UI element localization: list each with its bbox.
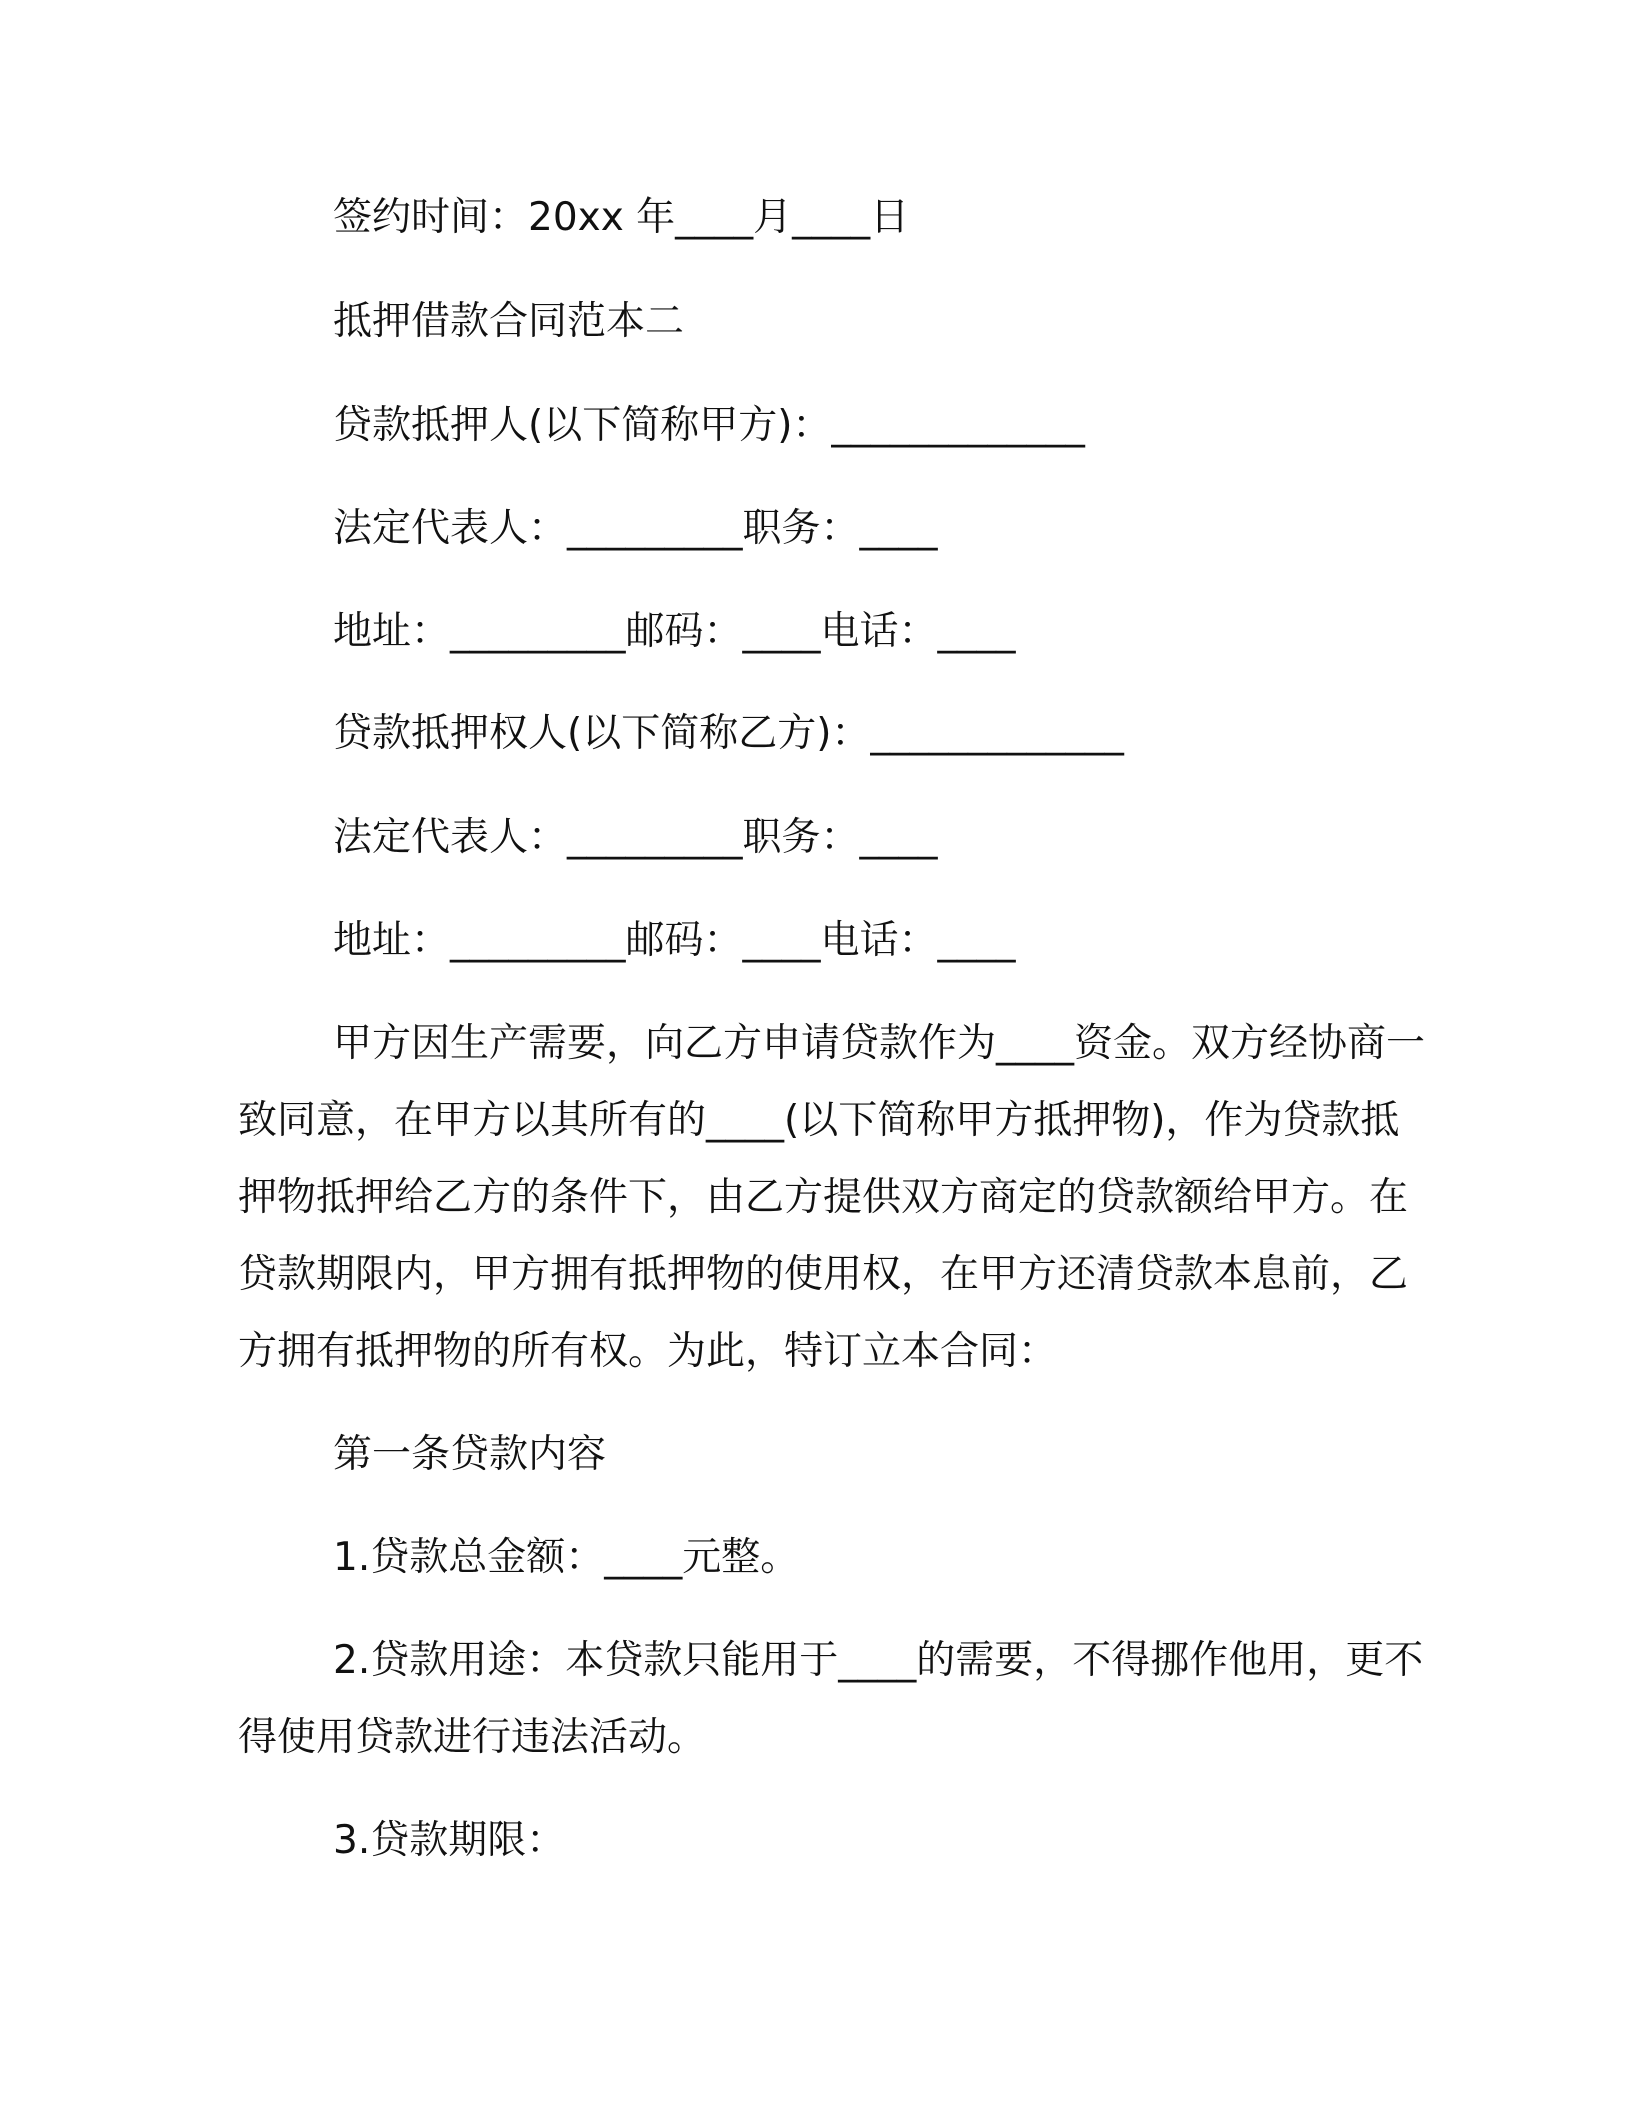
contract-title: 抵押借款合同范本二 <box>333 299 685 344</box>
party-b-representative-line: 法定代表人：_________职务：____ <box>333 815 938 860</box>
preamble-line-3: 押物抵押给乙方的条件下，由乙方提供双方商定的贷款额给甲方。在 <box>238 1175 1409 1220</box>
party-b-address-line: 地址：_________邮码：____电话：____ <box>333 918 1016 963</box>
party-a-name-line: 贷款抵押人(以下简称甲方)：_____________ <box>333 403 1085 448</box>
party-a-address-line: 地址：_________邮码：____电话：____ <box>333 609 1016 654</box>
preamble-line-5: 方拥有抵押物的所有权。为此，特订立本合同： <box>238 1329 1058 1374</box>
party-a-representative-line: 法定代表人：_________职务：____ <box>333 506 938 551</box>
signing-date-line: 签约时间：20xx 年____月____日 <box>333 195 910 240</box>
article-1-heading: 第一条贷款内容 <box>333 1432 607 1477</box>
loan-amount-line: 1.贷款总金额：____元整。 <box>333 1535 800 1580</box>
preamble-line-4: 贷款期限内，甲方拥有抵押物的使用权，在甲方还清贷款本息前，乙 <box>238 1252 1409 1297</box>
preamble-line-2: 致同意，在甲方以其所有的____(以下简称甲方抵押物)，作为贷款抵 <box>238 1098 1400 1143</box>
loan-purpose-line-1: 2.贷款用途：本贷款只能用于____的需要，不得挪作他用，更不 <box>333 1638 1424 1683</box>
preamble-line-1: 甲方因生产需要，向乙方申请贷款作为____资金。双方经协商一 <box>333 1021 1426 1066</box>
party-b-name-line: 贷款抵押权人(以下简称乙方)：_____________ <box>333 711 1124 756</box>
loan-purpose-line-2: 得使用贷款进行违法活动。 <box>238 1715 707 1760</box>
loan-term-line: 3.贷款期限： <box>333 1818 566 1863</box>
